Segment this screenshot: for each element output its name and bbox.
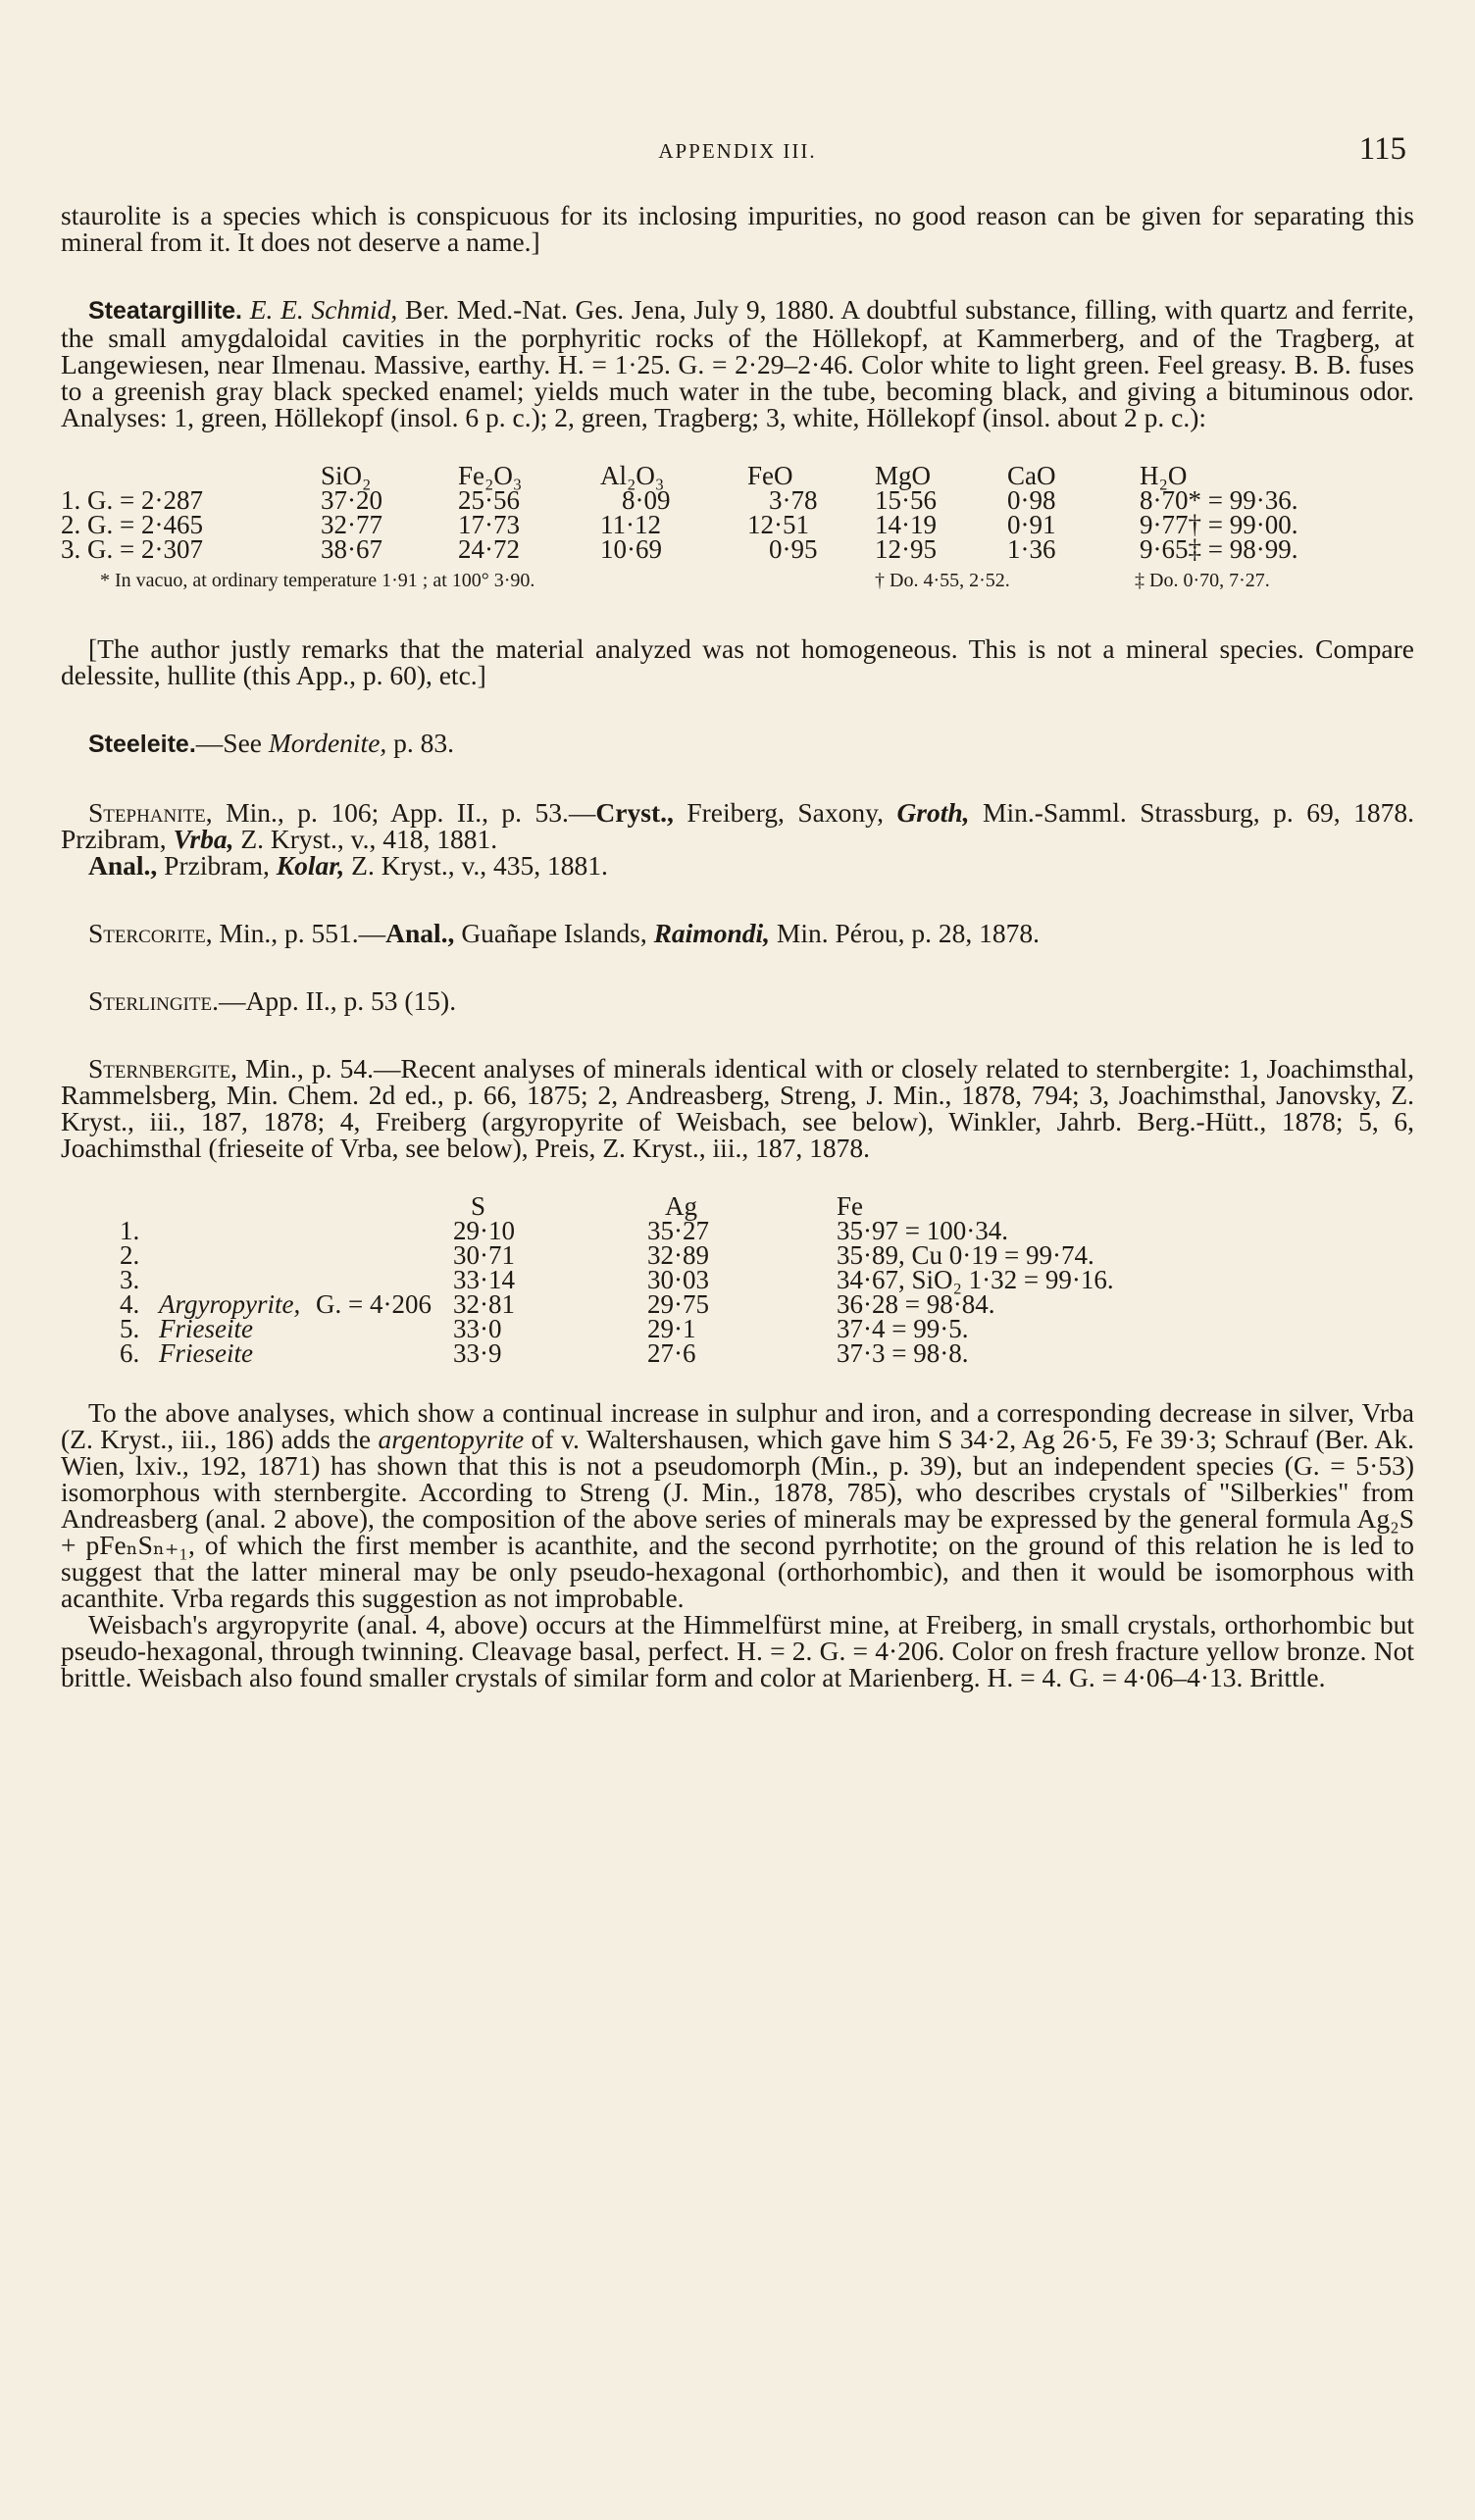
entry-text: Freiberg, Saxony, — [673, 797, 897, 828]
row-number: 2. — [120, 1240, 140, 1270]
entry-heading: Stephanite, — [88, 797, 213, 828]
column-header: CaO — [1007, 461, 1056, 490]
row-number: 1. — [120, 1216, 140, 1245]
row-number: 6. — [120, 1338, 140, 1368]
table-cell: 33·14 — [453, 1265, 515, 1294]
entry-stercorite — [61, 920, 1414, 946]
column-header: Fe — [837, 1191, 863, 1221]
column-header: S — [471, 1191, 486, 1221]
row-name: Argyropyrite, — [159, 1289, 301, 1319]
table-cell: 9·77† = 99·00. — [1140, 510, 1298, 539]
table-cell: 34·67, SiO₂ 1·32 = 99·16. — [837, 1265, 1114, 1294]
table-cell: 12·51 — [747, 510, 809, 539]
paragraph-staurolite: staurolite is a species which is conspicuous for its inclosing impurities, no good reason can be given for separating this mineral from it. It does not deserve a name.] — [61, 200, 1414, 257]
mineral-name: argentopyrite — [378, 1424, 525, 1454]
paragraph-text: To the above analyses, which show a continual increase in sulphur and iron, and a corresponding decrease in silver, Vrba (Z. Kryst., iii., 186) adds the — [61, 1397, 1414, 1454]
row-name: Frieseite — [159, 1338, 253, 1368]
footnote: † Do. 4·55, 2·52. — [875, 570, 1010, 591]
table-cell: 37·20 — [321, 485, 382, 515]
table-cell: 30·71 — [453, 1240, 515, 1270]
entry-text: Min.-Samml. Strassburg, p. 69, 1878. Przibram, — [61, 797, 1414, 854]
entry-text: Min., p. 54.—Recent analyses of minerals identical with or closely related to sternbergite: 1, Joachimsthal, Rammelsberg, Min. Chem. 2d ed., p. 66, 1875; 2, Andreasberg, Streng, J. Min., 1878, 794; 3, Joachimsthal, Janovsky, Z. Kryst., iii., 187, 1878; 4, Freiberg (argyropyrite of Weisbach, see below), Winkler, Jahrb. Berg.-Hütt., 1878; 5, 6, Joachimsthal (frieseite of Vrba, see below), Preis, Z. Kryst., iii., 187, 1878. — [61, 1053, 1414, 1163]
page-number: 115 — [1358, 131, 1406, 167]
entry-text: Z. Kryst., v., 435, 1881. — [344, 850, 608, 881]
table-cell: 10·69 — [600, 534, 662, 564]
row-name — [159, 1219, 316, 1243]
footnote: * In vacuo, at ordinary temperature 1·91 ; at 100° 3·90. — [100, 570, 535, 591]
row-label: 2. G. = 2·465 — [61, 510, 203, 539]
table-header-row — [61, 464, 1297, 488]
row-g: G. = 4·206 — [316, 1289, 432, 1319]
footnote: ‡ Do. 0·70, 7·27. — [1135, 570, 1270, 591]
entry-heading: Sterlingite. — [88, 985, 219, 1016]
table-cell: 32·81 — [453, 1289, 515, 1319]
table-cell: 9·65‡ = 98·99. — [1140, 534, 1298, 564]
paragraph-weisbach: Weisbach's argyropyrite (anal. 4, above) occurs at the Himmelfürst mine, at Freiberg, in small crystals, orthorhombic but pseudo-hexagonal, through twinning. Cleavage basal, perfect. H. = 2. G. = 4·206. Color on fresh fracture yellow bronze. Not brittle. Weisbach also found smaller crystals of similar form and color at Marienberg. H. = 4. G. = 4·06–4·13. Brittle. — [61, 1609, 1414, 1692]
entry-text: Min., p. 551.— — [212, 918, 386, 948]
author-ref: Kolar, — [276, 850, 345, 881]
table-cell: 32·89 — [647, 1240, 709, 1270]
table-cell: 25·56 — [458, 485, 520, 515]
row-label: 1. G. = 2·287 — [61, 485, 203, 515]
row-number: 3. — [120, 1265, 140, 1294]
table-cell: 11·12 — [600, 510, 661, 539]
row-number: 5. — [120, 1314, 140, 1343]
entry-text: Ber. Med.-Nat. Ges. Jena, July 9, 1880. A doubtful substance, filling, with quartz and ferrite, the small amygdaloidal cavities in the porphyritic rocks of the Höllekopf, at Kammerberg, and of the Tragberg, at Langewiesen, near Ilmenau. Massive, earthy. H. = 1·25. G. = 2·29–2·46. Color white to light green. Feel greasy. B. B. fuses to a greenish gray black specked enamel; yields much water in the tube, becoming black, and giving a bituminous odor. Analyses: 1, green, Höllekopf (insol. 6 p. c.); 2, green, Tragberg; 3, white, Höllekopf (insol. about 2 p. c.): — [61, 294, 1414, 432]
table-cell: 0·95 — [769, 534, 818, 564]
row-name — [159, 1243, 316, 1268]
entry-label: Anal., — [385, 918, 455, 948]
row-g — [316, 1341, 453, 1366]
table-cell: 8·09 — [622, 485, 671, 515]
column-header: H₂O — [1140, 461, 1188, 490]
row-number: 4. — [120, 1289, 140, 1319]
page-body — [61, 202, 1414, 1690]
author-ref: Groth, — [896, 797, 970, 828]
entry-text: Guañape Islands, — [454, 918, 654, 948]
table-cell: 1·36 — [1007, 534, 1056, 564]
paragraph-text: of v. Waltershausen, which gave him S 34·2, Ag 26·5, Fe 39·3; Schrauf (Ber. Ak. Wien, lxiv., 192, 1871) has shown that this is not a pseudomorph (Min., p. 39), but an independent species (G. = 5·53) isomorphous with sternbergite. According to Streng (J. Min., 1878, 785), who describes crystals of "Silberkies" from Andreasberg (anal. 2 above), the composition of the above series of minerals may be expressed by the general formula Ag₂S + pFeₙSₙ₊₁, of which the first member is acanthite, and the second pyrrhotite; on the ground of this relation he is led to suggest that the latter mineral may be only pseudo-hexagonal (orthorhombic), and then it would be isomorphous with acanthite. Vrba regards this suggestion as not improbable. — [61, 1424, 1414, 1613]
author-ref: Raimondi, — [653, 918, 771, 948]
table-cell: 33·0 — [453, 1314, 502, 1343]
running-title: APPENDIX III. — [658, 139, 817, 163]
column-header: Al₂O₃ — [600, 461, 665, 490]
table-cell: 35·89, Cu 0·19 = 99·74. — [837, 1240, 1094, 1270]
table-cell: 35·27 — [647, 1216, 709, 1245]
entry-text: —App. II., p. 53 (15). — [218, 985, 457, 1016]
page-header — [0, 131, 1475, 176]
table-cell: 37·4 = 99·5. — [837, 1314, 969, 1343]
entry-text: Min., p. 106; App. II., p. 53.— — [212, 797, 596, 828]
sternbergite-analysis-table — [120, 1191, 1114, 1368]
table-row — [61, 488, 1297, 513]
table-cell: 37·3 = 98·8. — [837, 1338, 969, 1368]
table-cell: 0·91 — [1007, 510, 1056, 539]
table-cell: 29·75 — [647, 1289, 709, 1319]
entry-text: p. 83. — [386, 728, 455, 758]
cross-ref: Mordenite, — [268, 728, 387, 758]
entry-text: Min. Pérou, p. 28, 1878. — [770, 918, 1041, 948]
paragraph-author-remarks: [The author justly remarks that the material analyzed was not homogeneous. This is not a mineral species. Compare delessite, hullite (this App., p. 60), etc.] — [61, 633, 1414, 690]
entry-heading: Sternbergite, — [88, 1053, 237, 1084]
table-row — [61, 537, 1297, 562]
row-g — [316, 1317, 453, 1341]
table-cell: 33·9 — [453, 1338, 502, 1368]
table-cell: 35·97 = 100·34. — [837, 1216, 1008, 1245]
table-cell: 0·98 — [1007, 485, 1056, 515]
row-label: 3. G. = 2·307 — [61, 534, 203, 564]
table-cell: 24·72 — [458, 534, 520, 564]
entry-text: —See — [195, 728, 269, 758]
column-header: MgO — [875, 461, 932, 490]
entry-sterlingite — [61, 987, 1414, 1014]
entry-stephanite-anal — [61, 852, 1414, 879]
table-cell: 36·28 = 98·84. — [837, 1289, 995, 1319]
entry-sternbergite — [61, 1055, 1414, 1161]
entry-steatargillite — [61, 296, 1414, 430]
entry-steeleite — [61, 730, 1414, 758]
paragraph-above-analyses — [61, 1399, 1414, 1611]
table-cell: 32·77 — [321, 510, 382, 539]
author-ref: Vrba, — [173, 824, 234, 854]
table-cell: 29·1 — [647, 1314, 696, 1343]
entry-stephanite — [61, 799, 1414, 852]
column-header: Fe₂O₃ — [458, 461, 523, 490]
entry-label: Cryst., — [595, 797, 674, 828]
entry-label: Anal., — [88, 850, 158, 881]
column-header: FeO — [747, 461, 793, 490]
row-g — [316, 1243, 453, 1268]
table-cell: 12·95 — [875, 534, 937, 564]
table-cell: 27·6 — [647, 1338, 696, 1368]
table-cell: 17·73 — [458, 510, 520, 539]
row-name: Frieseite — [159, 1314, 253, 1343]
table-cell: 38·67 — [321, 534, 382, 564]
column-header: Ag — [665, 1191, 697, 1221]
steatargillite-analysis-table — [61, 461, 1298, 564]
table-cell: 29·10 — [453, 1216, 515, 1245]
row-g — [316, 1219, 453, 1243]
table-footnotes — [61, 568, 1414, 594]
table-cell: 14·19 — [875, 510, 937, 539]
table-cell: 3·78 — [769, 485, 818, 515]
table-cell: 30·03 — [647, 1265, 709, 1294]
entry-heading: Steeleite. — [88, 731, 196, 758]
table-cell: 8·70* = 99·36. — [1140, 485, 1298, 515]
entry-heading: Steatargillite. — [88, 297, 242, 325]
table-row — [61, 513, 1297, 537]
entry-text: Z. Kryst., v., 418, 1881. — [233, 824, 498, 854]
entry-text: Przibram, — [157, 850, 277, 881]
entry-heading: Stercorite, — [88, 918, 213, 948]
table-row — [120, 1341, 1114, 1366]
table-cell: 15·56 — [875, 485, 937, 515]
author-ref: E. E. Schmid, — [249, 294, 398, 325]
column-header: SiO₂ — [321, 461, 372, 490]
